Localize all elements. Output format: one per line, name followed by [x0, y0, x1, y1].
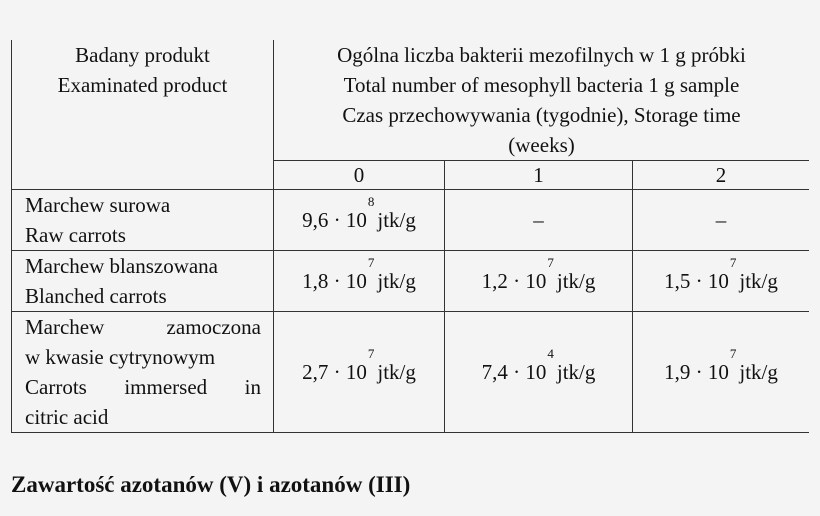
value-exponent: 4: [547, 346, 554, 361]
product-name-en-1: Carrots immersed in: [25, 375, 261, 399]
product-name-pl: Marchew blanszowana: [25, 254, 218, 278]
header-row: [12, 40, 810, 161]
value-mantissa: 1,8 · 10: [302, 269, 367, 293]
product-name-pl: Marchew surowa: [25, 193, 171, 217]
value-exponent: 8: [367, 194, 375, 209]
product-cell: [12, 312, 274, 433]
measure-header-line-3: Czas przechowywania (tygodnie), Storage time: [342, 103, 741, 127]
value-mantissa: 9,6 · 10: [302, 208, 367, 232]
value-mantissa: 1,2 · 10: [481, 269, 547, 293]
value-unit: jtk/g: [556, 269, 596, 293]
section-heading: Zawartość azotanów (V) i azotanów (III): [11, 472, 411, 497]
value-exponent: 7: [729, 346, 737, 361]
value-unit: jtk/g: [556, 360, 596, 384]
product-cell: [12, 190, 274, 251]
value-cell-week-0: [274, 312, 445, 433]
value-cell-week-2: [633, 312, 810, 433]
measure-header-line-1: Ogólna liczba bakterii mezofilnych w 1 g próbki: [337, 43, 746, 67]
value-unit: jtk/g: [377, 360, 416, 384]
product-column-header: [12, 40, 274, 190]
value-exponent: 7: [547, 255, 554, 270]
value-cell-week-2: –: [633, 190, 810, 251]
value-cell-week-1: [445, 312, 633, 433]
value-unit: jtk/g: [377, 208, 416, 232]
value-cell-week-0: [274, 190, 445, 251]
week-0-header: 0: [274, 161, 445, 190]
value-unit: jtk/g: [377, 269, 416, 293]
value-mantissa: 7,4 · 10: [481, 360, 547, 384]
bacteria-count-table: [11, 40, 809, 433]
value-mantissa: 1,9 · 10: [664, 360, 729, 384]
product-header-en: Examinated product: [57, 73, 228, 97]
product-name-pl-2: w kwasie cytrynowym: [25, 345, 216, 369]
product-name-pl-1: Marchew zamoczona: [25, 315, 261, 339]
value-unit: jtk/g: [739, 269, 778, 293]
measure-header-line-2: Total number of mesophyll bacteria 1 g sample: [343, 73, 740, 97]
value-unit: jtk/g: [739, 360, 778, 384]
value-cell-week-0: [274, 251, 445, 312]
week-1-header: 1: [445, 161, 633, 190]
value-cell-week-1: –: [445, 190, 633, 251]
product-header-pl: Badany produkt: [75, 43, 210, 67]
table-row: [12, 190, 810, 251]
product-name-en: Blanched carrots: [25, 284, 167, 308]
value-mantissa: 2,7 · 10: [302, 360, 367, 384]
measure-column-header: [274, 40, 810, 161]
value-exponent: 7: [729, 255, 737, 270]
table-row: [12, 312, 810, 433]
value-exponent: 7: [367, 255, 375, 270]
product-name-en: Raw carrots: [25, 223, 126, 247]
measure-header-line-4: (weeks): [508, 133, 575, 157]
value-exponent: 7: [367, 346, 375, 361]
week-2-header: 2: [633, 161, 810, 190]
value-cell-week-2: [633, 251, 810, 312]
product-name-en-2: citric acid: [25, 405, 109, 429]
value-cell-week-1: [445, 251, 633, 312]
product-cell: [12, 251, 274, 312]
value-mantissa: 1,5 · 10: [664, 269, 729, 293]
table-row: [12, 251, 810, 312]
